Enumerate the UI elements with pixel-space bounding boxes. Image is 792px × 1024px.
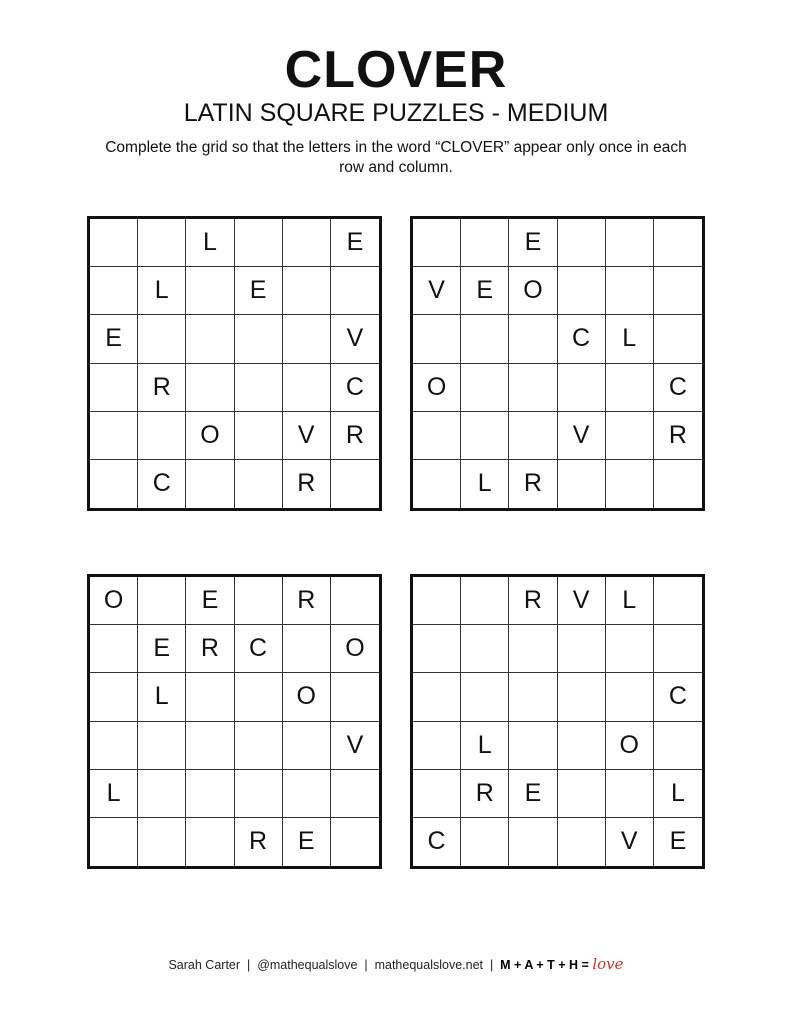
grid-cell[interactable] xyxy=(235,412,283,460)
grid-cell[interactable]: V xyxy=(331,315,379,363)
grid-cell[interactable] xyxy=(283,364,331,412)
grid-cell[interactable]: L xyxy=(138,267,186,315)
grid-cell[interactable] xyxy=(654,577,702,625)
grid-cell[interactable] xyxy=(461,673,509,721)
grid-cell[interactable] xyxy=(413,770,461,818)
grid-cell[interactable]: R xyxy=(235,818,283,866)
grid-cell[interactable] xyxy=(90,673,138,721)
grid-cell[interactable] xyxy=(90,818,138,866)
grid-cell[interactable]: E xyxy=(509,770,557,818)
grid-cell[interactable]: R xyxy=(331,412,379,460)
grid-cell[interactable] xyxy=(461,577,509,625)
grid-cell[interactable]: V xyxy=(558,412,606,460)
grid-cell[interactable]: O xyxy=(186,412,234,460)
grid-cell[interactable]: C xyxy=(654,364,702,412)
grid-cell[interactable]: C xyxy=(558,315,606,363)
grid-cell[interactable] xyxy=(235,460,283,508)
grid-cell[interactable] xyxy=(235,673,283,721)
grid-cell[interactable] xyxy=(283,315,331,363)
grid-cell[interactable]: E xyxy=(186,577,234,625)
grid-cell[interactable]: C xyxy=(235,625,283,673)
grid-cell[interactable] xyxy=(413,460,461,508)
separator: | xyxy=(364,958,368,972)
grid-cell[interactable]: L xyxy=(186,219,234,267)
grid-cell[interactable]: O xyxy=(331,625,379,673)
grid-cell[interactable] xyxy=(186,364,234,412)
grid-cell[interactable]: O xyxy=(606,722,654,770)
grid-cell[interactable] xyxy=(331,673,379,721)
grid-cell[interactable] xyxy=(90,625,138,673)
grid-cell[interactable] xyxy=(331,267,379,315)
grid-cell[interactable]: C xyxy=(413,818,461,866)
grid-cell[interactable] xyxy=(283,722,331,770)
grid-cell[interactable] xyxy=(186,315,234,363)
grid-cell[interactable] xyxy=(413,625,461,673)
grid-cell[interactable] xyxy=(413,577,461,625)
page-subtitle: LATIN SQUARE PUZZLES - MEDIUM xyxy=(183,99,609,127)
grid-cell[interactable] xyxy=(283,267,331,315)
grid-cell[interactable] xyxy=(186,673,234,721)
grid-cell[interactable] xyxy=(138,315,186,363)
grid-cell[interactable] xyxy=(235,315,283,363)
grid-cell[interactable]: L xyxy=(90,770,138,818)
grid-cell[interactable]: V xyxy=(606,818,654,866)
grid-cell[interactable]: O xyxy=(509,267,557,315)
grid-cell[interactable]: V xyxy=(283,412,331,460)
grid-cell[interactable]: E xyxy=(331,219,379,267)
grid-cell[interactable] xyxy=(235,722,283,770)
grid-cell[interactable] xyxy=(558,219,606,267)
logo-love: love xyxy=(592,955,624,973)
grid-cell[interactable]: C xyxy=(654,673,702,721)
grid-cell[interactable]: R xyxy=(461,770,509,818)
grid-cell[interactable] xyxy=(509,818,557,866)
grid-cell[interactable] xyxy=(654,219,702,267)
grid-cell[interactable] xyxy=(558,722,606,770)
grid-cell[interactable] xyxy=(558,673,606,721)
grid-cell[interactable] xyxy=(606,460,654,508)
grid-cell[interactable] xyxy=(654,460,702,508)
grid-cell[interactable]: R xyxy=(509,577,557,625)
footer xyxy=(0,955,792,973)
website: mathequalslove.net xyxy=(374,958,483,972)
grid-cell[interactable]: V xyxy=(413,267,461,315)
grid-cell[interactable]: C xyxy=(331,364,379,412)
grid-cell[interactable] xyxy=(606,770,654,818)
grid-cell[interactable] xyxy=(138,412,186,460)
grid-cell[interactable] xyxy=(654,722,702,770)
grid-cell[interactable] xyxy=(90,364,138,412)
separator: | xyxy=(489,958,494,972)
grid-cell[interactable] xyxy=(461,818,509,866)
grid-cell[interactable]: R xyxy=(509,460,557,508)
grid-cell[interactable]: V xyxy=(331,722,379,770)
grid-cell[interactable]: O xyxy=(283,673,331,721)
grid-cell[interactable] xyxy=(186,460,234,508)
grid-cell[interactable]: E xyxy=(235,267,283,315)
grid-cell[interactable] xyxy=(235,364,283,412)
grid-cell[interactable] xyxy=(283,219,331,267)
grid-cell[interactable] xyxy=(606,412,654,460)
grid-cell[interactable] xyxy=(413,219,461,267)
grid-cell[interactable] xyxy=(235,577,283,625)
grid-cell[interactable] xyxy=(461,219,509,267)
grid-cell[interactable] xyxy=(90,412,138,460)
grid-cell[interactable] xyxy=(90,722,138,770)
grid-cell[interactable] xyxy=(413,673,461,721)
grid-cell[interactable] xyxy=(606,673,654,721)
grid-cell[interactable] xyxy=(283,770,331,818)
grid-cell[interactable] xyxy=(606,625,654,673)
grid-cell[interactable] xyxy=(90,267,138,315)
author: Sarah Carter xyxy=(168,958,241,972)
grid-cell[interactable] xyxy=(186,818,234,866)
grid-cell[interactable] xyxy=(509,625,557,673)
grid-cell[interactable] xyxy=(138,770,186,818)
grid-cell[interactable] xyxy=(90,219,138,267)
grid-cell[interactable] xyxy=(186,770,234,818)
grid-cell[interactable] xyxy=(509,412,557,460)
grid-cell[interactable]: E xyxy=(669,827,687,856)
grid-cell[interactable] xyxy=(558,625,606,673)
grid-cell[interactable] xyxy=(654,267,702,315)
grid-cell[interactable] xyxy=(138,577,186,625)
grid-cell[interactable] xyxy=(413,722,461,770)
grid-cell[interactable]: R xyxy=(138,364,186,412)
logo-text: M + A + T + H = xyxy=(500,958,589,972)
separator: | xyxy=(246,958,251,972)
grid-cell[interactable] xyxy=(558,460,606,508)
grid-cell[interactable] xyxy=(186,267,234,315)
grid-cell[interactable]: O xyxy=(413,364,461,412)
grid-cell[interactable] xyxy=(606,219,654,267)
grid-cell[interactable] xyxy=(606,364,654,412)
social-handle: @mathequalslove xyxy=(257,958,358,972)
grid-cell[interactable]: R xyxy=(186,625,234,673)
grid-cell[interactable] xyxy=(509,364,557,412)
grid-cell[interactable]: V xyxy=(558,577,606,625)
grid-cell[interactable] xyxy=(461,364,509,412)
grid-cell[interactable] xyxy=(509,315,557,363)
grid-cell[interactable]: O xyxy=(90,577,138,625)
grid-cell[interactable] xyxy=(235,770,283,818)
page-title: CLOVER xyxy=(284,41,508,99)
grid-cell[interactable] xyxy=(138,722,186,770)
grid-cell[interactable] xyxy=(186,722,234,770)
grid-cell[interactable]: R xyxy=(283,577,331,625)
grid-cell[interactable] xyxy=(606,267,654,315)
grid-cell[interactable]: L xyxy=(461,460,509,508)
grid-cell[interactable]: R xyxy=(654,412,702,460)
grid-cell[interactable] xyxy=(331,818,379,866)
grid-cell[interactable] xyxy=(235,219,283,267)
grid-cell[interactable] xyxy=(413,315,461,363)
grid-cell[interactable]: E xyxy=(461,267,509,315)
grid-cell[interactable] xyxy=(331,577,379,625)
grid-cell[interactable] xyxy=(331,770,379,818)
grid-cell[interactable]: L xyxy=(654,770,702,818)
grid-cell[interactable]: E xyxy=(138,625,186,673)
grid-cell[interactable] xyxy=(331,460,379,508)
puzzle-grid-3 xyxy=(87,574,382,869)
grid-cell[interactable] xyxy=(461,625,509,673)
grid-cell[interactable] xyxy=(283,625,331,673)
instructions: Complete the grid so that the letters in the word “CLOVER” appear only once in each row and column. xyxy=(105,139,687,176)
grid-cell[interactable]: L xyxy=(138,673,186,721)
grid-cell[interactable] xyxy=(654,315,702,363)
grid-cell[interactable] xyxy=(558,267,606,315)
grid-cell[interactable]: R xyxy=(283,460,331,508)
grid-cell[interactable] xyxy=(413,412,461,460)
grid-cell[interactable] xyxy=(558,818,606,866)
puzzle-grid-2 xyxy=(410,216,705,511)
grid-cell[interactable]: L xyxy=(461,722,509,770)
grid-cell[interactable] xyxy=(138,818,186,866)
grid-cell[interactable]: C xyxy=(138,460,186,508)
grid-cell[interactable] xyxy=(138,219,186,267)
puzzle-grid-4 xyxy=(410,574,705,869)
grid-cell[interactable]: L xyxy=(606,315,654,363)
grid-cell[interactable] xyxy=(558,770,606,818)
puzzle-grid-1 xyxy=(87,216,382,511)
grid-cell[interactable]: E xyxy=(90,315,138,363)
grid-cell[interactable] xyxy=(558,364,606,412)
grid-cell[interactable]: L xyxy=(606,577,654,625)
grid-cell[interactable] xyxy=(461,315,509,363)
grid-cell[interactable] xyxy=(509,673,557,721)
grid-cell[interactable]: E xyxy=(509,219,557,267)
grid-cell[interactable]: E xyxy=(283,818,331,866)
grid-cell[interactable] xyxy=(90,460,138,508)
grid-cell[interactable] xyxy=(509,722,557,770)
grid-cell[interactable] xyxy=(654,625,702,673)
grid-cell[interactable] xyxy=(461,412,509,460)
